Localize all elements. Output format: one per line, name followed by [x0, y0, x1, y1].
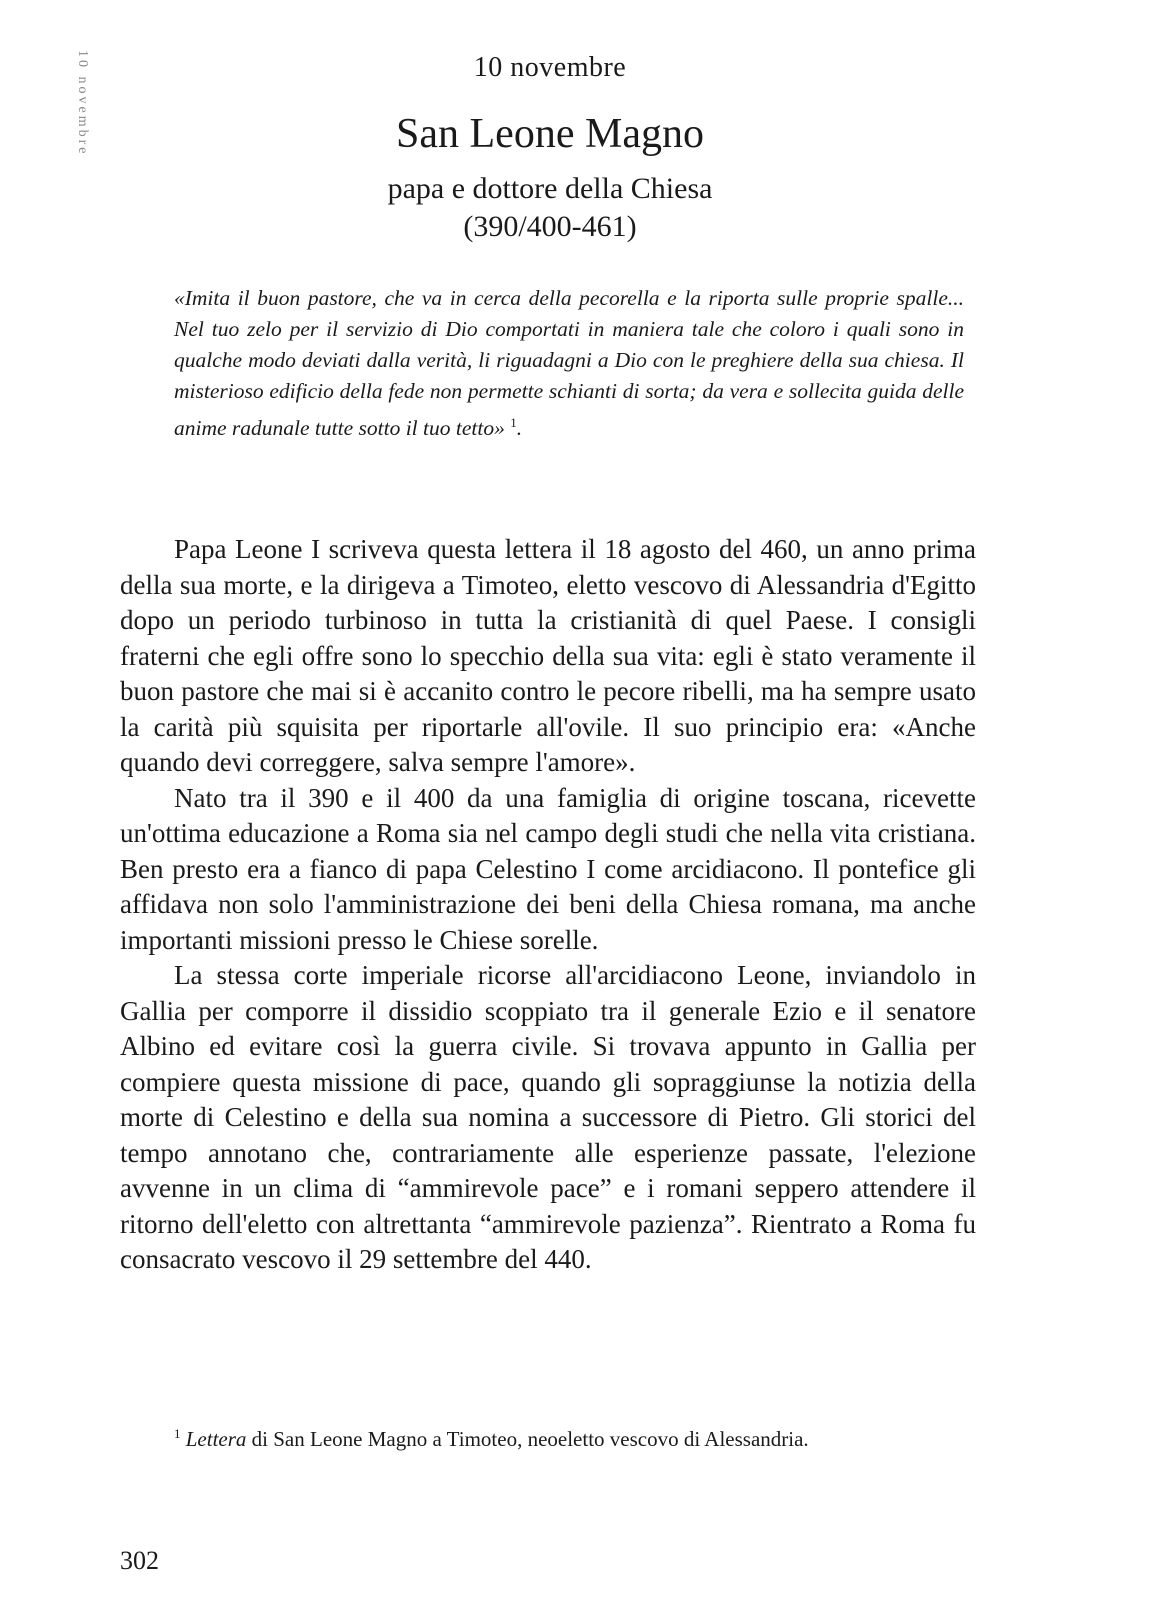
subtitle — [0, 170, 1100, 246]
quote-text: «Imita il buon pastore, che va in cerca della pecorella e la riporta sulle proprie spalle... Nel tuo zelo per il servizio di Dio comportati in maniera tale che coloro i quali sono in qualche modo deviati dalla verità, li riguadagni a Dio con le preghiere della sua chiesa. Il misterioso edificio della fede non permette schianti di sorta; da vera e sollecita guida delle anime radunale tutte sotto il tuo tetto» — [174, 286, 964, 441]
footnote — [174, 1426, 974, 1452]
saint-title: San Leone Magno — [396, 111, 704, 157]
side-running-header: 10 novembre — [75, 50, 90, 157]
header-date: 10 novembre — [473, 52, 627, 83]
footnote-number: 1 — [174, 1426, 181, 1441]
footnote-text: di San Leone Magno a Timoteo, neoeletto vescovo di Alessandria. — [246, 1427, 809, 1451]
page-number: 302 — [120, 1546, 159, 1575]
body-text — [120, 532, 976, 1278]
footnote-reference: 1 — [510, 415, 517, 430]
subtitle-dates: (390/400-461) — [463, 210, 637, 243]
footnote-italic: Lettera — [185, 1427, 247, 1451]
paragraph: Nato tra il 390 e il 400 da una famiglia di origine toscana, ricevette un'ottima educazione a Roma sia nel campo degli studi che nella vita cristiana. Ben presto era a fianco di papa Celestino I come arcidiacono. Il pontefice gli affidava non solo l'amministrazione dei beni della Chiesa romana, ma anche importanti missioni presso le Chiese sorelle. — [120, 782, 976, 955]
paragraph: La stessa corte imperiale ricorse all'arcidiacono Leone, inviandolo in Gallia per comporre il dissidio scoppiato tra il generale Ezio e il senatore Albino ed evitare così la guerra civile. Si trovava appunto in Gallia per compiere questa missione di pace, quando gli sopraggiunse la notizia della morte di Celestino e della sua nomina a successore di Pietro. Gli storici del tempo annotano che, contrariamente alle esperienze passate, l'elezione avvenne in un clima di “ammirevole pace” e i romani seppero attendere il ritorno dell'eletto con altrettanta “ammirevole pazienza”. Rientrato a Roma fu consacrato vescovo il 29 settembre del 440. — [120, 960, 976, 1274]
subtitle-role: papa e dottore della Chiesa — [387, 172, 713, 205]
paragraph: Papa Leone I scriveva questa lettera il 18 agosto del 460, un anno prima della sua morte, e la dirigeva a Timoteo, eletto vescovo di Alessandria d'Egitto dopo un periodo turbinoso in tutta la cristianità di quel Paese. I consigli fraterni che egli offre sono lo specchio della sua vita: egli è stato veramente il buon pastore che mai si è accanito contro le pecore ribelli, ma ha sempre usato la carità più squisita per riportarle all'ovile. Il suo principio era: «Anche quando devi correggere, salva sempre l'amore». — [120, 534, 976, 777]
opening-quote: «Imita il buon pastore, che va in cerca della pecorella e la riporta sulle proprie spalle... Nel tuo zelo per il servizio di Dio comportati in maniera tale che coloro i quali sono in qualche modo deviati dalla verità, li riguadagni a Dio con le preghiere della sua chiesa. Il misterioso edificio della fede non permette schianti di sorta; da vera e sollecita guida delle anime radunale tutte sotto il tuo tetto» $^1$. — [174, 286, 964, 441]
